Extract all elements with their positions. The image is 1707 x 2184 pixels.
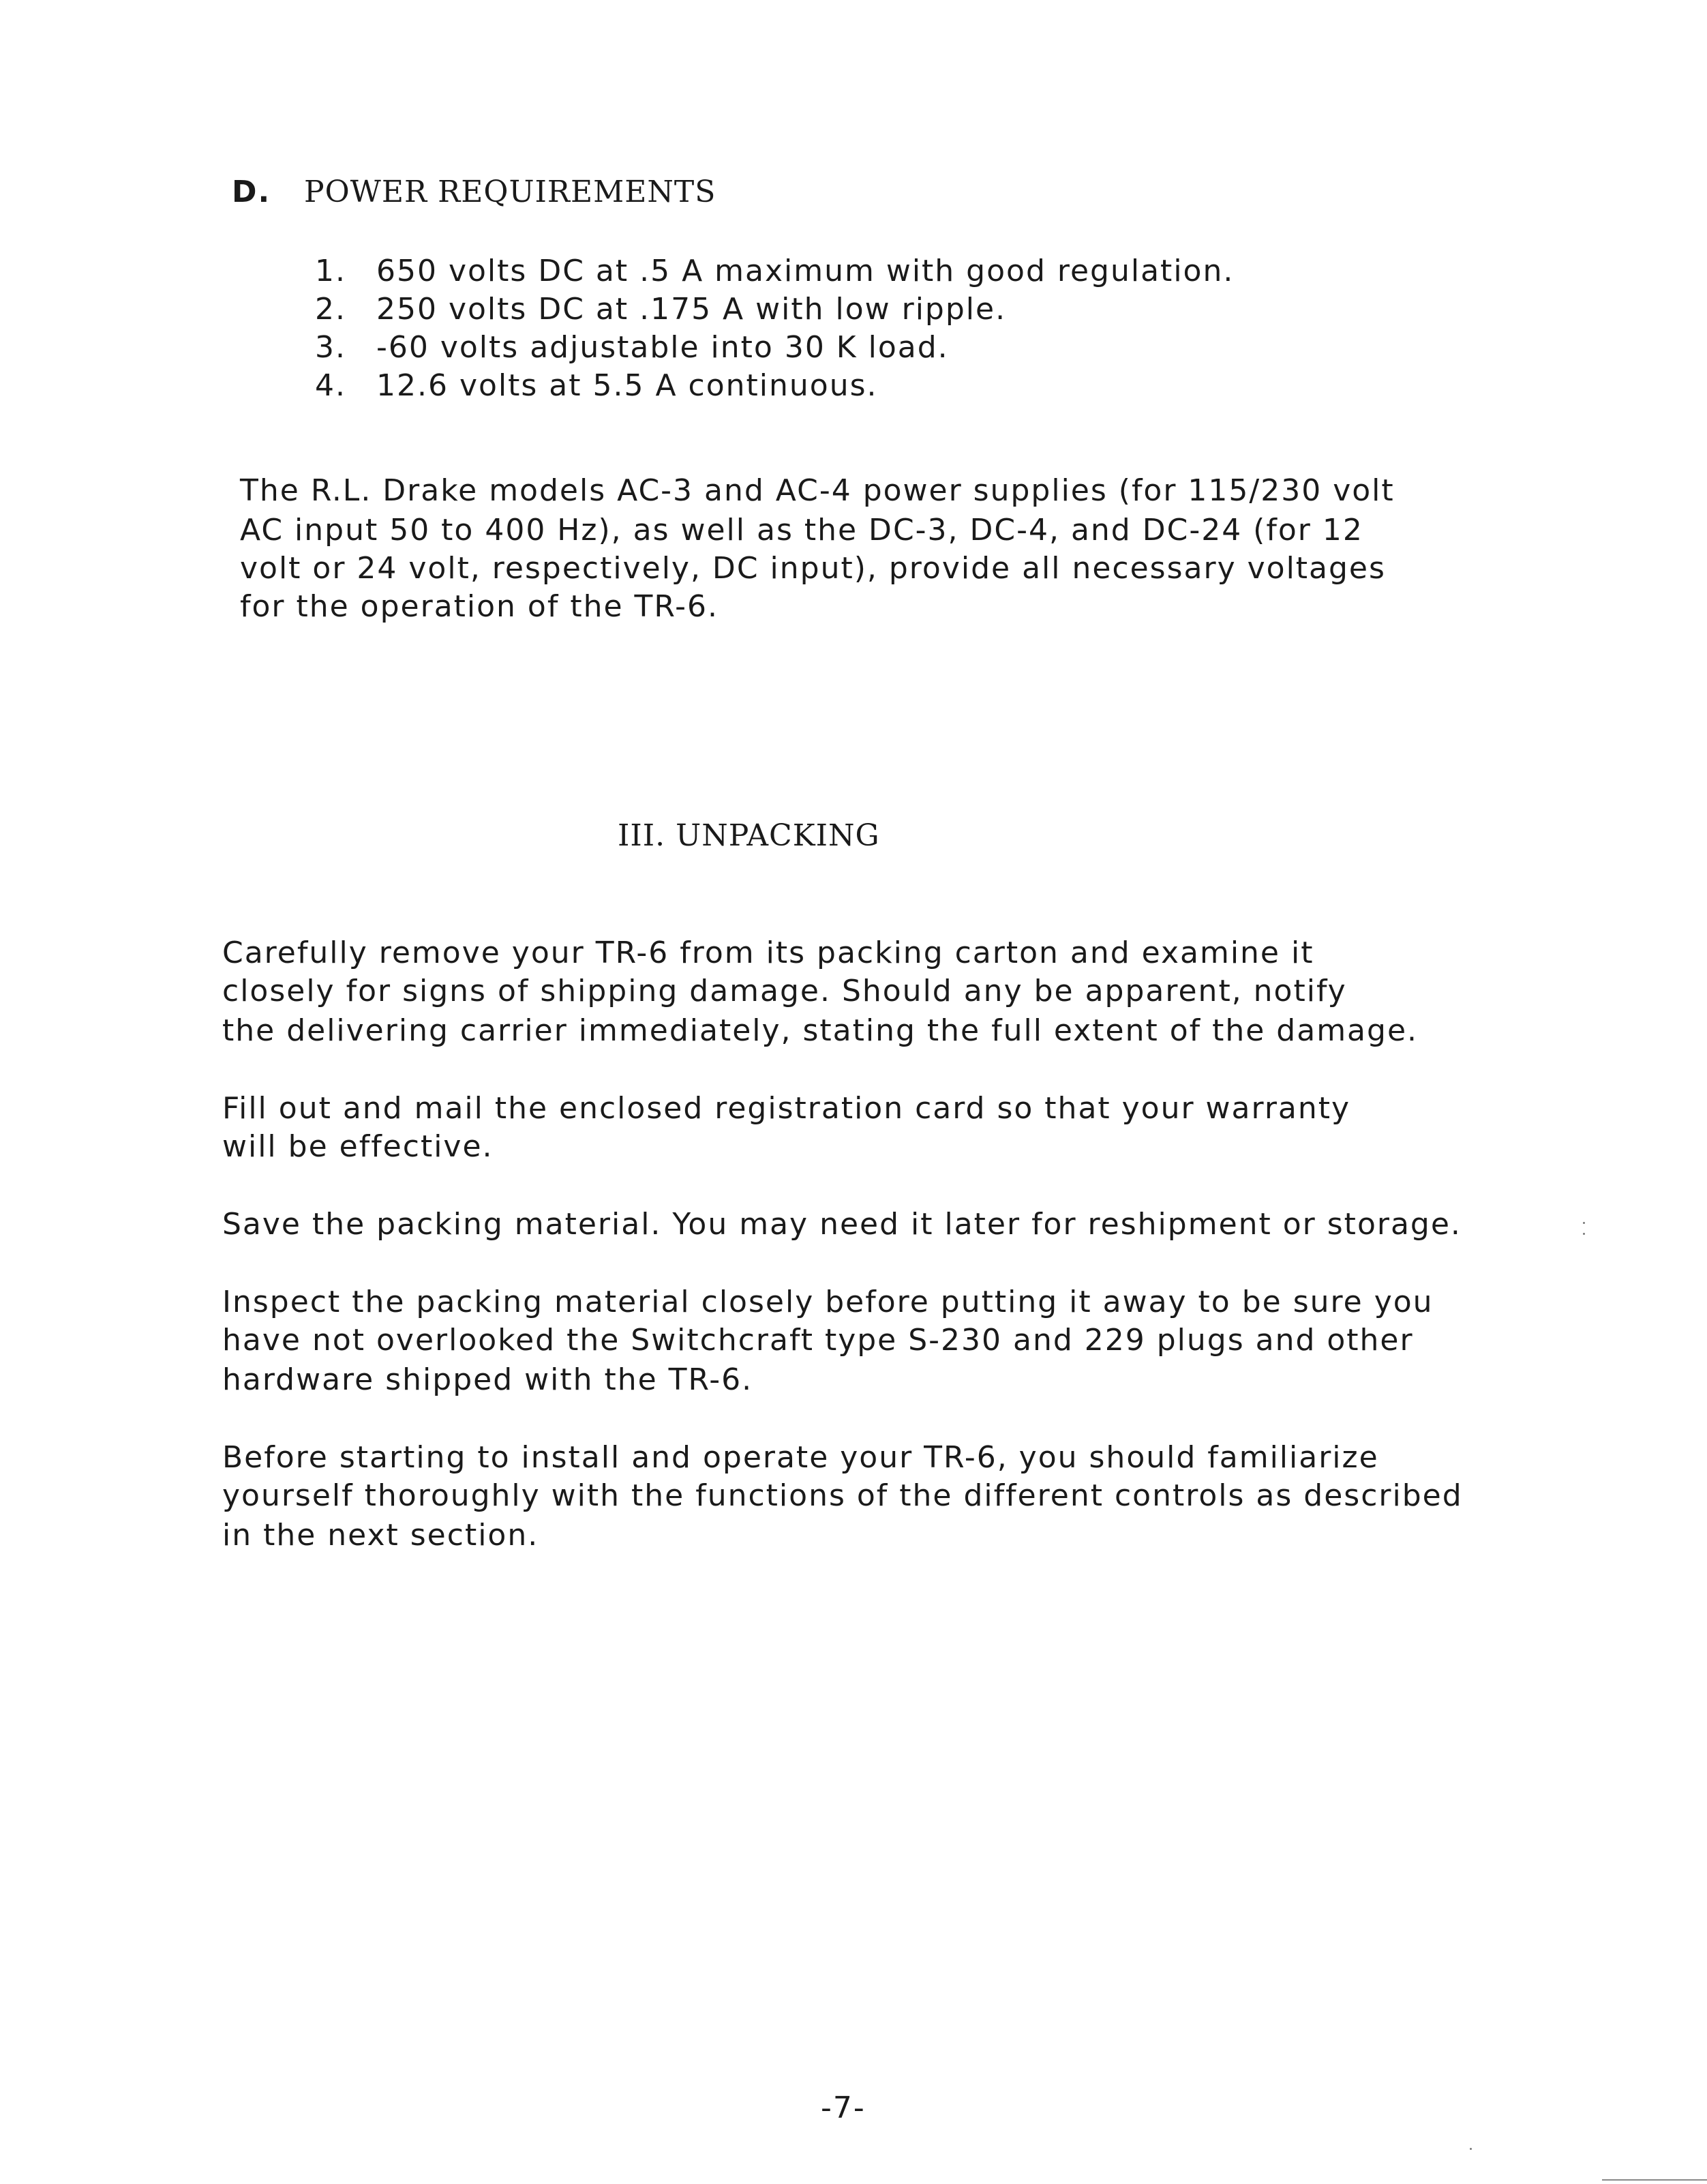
paragraph-line: will be effective. <box>222 1129 494 1164</box>
list-item-number: 2. <box>315 292 346 327</box>
section-d-letter: D. <box>232 175 271 209</box>
list-item-text: 12.6 volts at 5.5 A continuous. <box>376 368 878 403</box>
paragraph-line: Carefully remove your TR-6 from its packing carton and examine it <box>222 936 1314 970</box>
list-item-number: 1. <box>315 254 346 288</box>
list-item-text: 650 volts DC at .5 A maximum with good regulation. <box>376 254 1235 288</box>
scan-edge-line <box>1602 2179 1707 2181</box>
list-item-text: -60 volts adjustable into 30 K load. <box>376 330 949 365</box>
paragraph-line: for the operation of the TR-6. <box>240 589 719 624</box>
paragraph-line: the delivering carrier immediately, stating the full extent of the damage. <box>222 1013 1418 1048</box>
paragraph-line: closely for signs of shipping damage. Should any be apparent, notify <box>222 974 1347 1008</box>
section-d-title: POWER REQUIREMENTS <box>304 175 716 209</box>
section-iii-title: III. UNPACKING <box>618 818 880 853</box>
paragraph-line: have not overlooked the Switchcraft type S-230 and 229 plugs and other <box>222 1323 1414 1358</box>
paragraph-line: AC input 50 to 400 Hz), as well as the DC-3, DC-4, and DC-24 (for 12 <box>240 513 1363 548</box>
paragraph-line: in the next section. <box>222 1518 539 1553</box>
paragraph-line: volt or 24 volt, respectively, DC input), provide all necessary voltages <box>240 551 1386 586</box>
page-number: -7- <box>821 2091 866 2125</box>
paragraph-line: hardware shipped with the TR-6. <box>222 1362 753 1397</box>
list-item-number: 4. <box>315 368 346 403</box>
list-item-number: 3. <box>315 330 346 365</box>
paragraph-line: The R.L. Drake models AC-3 and AC-4 power supplies (for 115/230 volt <box>240 473 1395 508</box>
paragraph-line: Save the packing material. You may need it later for reshipment or storage. <box>222 1207 1462 1242</box>
scan-speck <box>1583 1222 1585 1224</box>
scan-speck <box>1470 2148 1472 2150</box>
list-item-text: 250 volts DC at .175 A with low ripple. <box>376 292 1007 327</box>
paragraph-line: Fill out and mail the enclosed registration card so that your warranty <box>222 1091 1351 1126</box>
paragraph-line: Inspect the packing material closely before putting it away to be sure you <box>222 1285 1434 1319</box>
paragraph-line: yourself thoroughly with the functions of the different controls as described <box>222 1478 1463 1513</box>
scan-speck <box>1583 1233 1585 1235</box>
paragraph-line: Before starting to install and operate your TR-6, you should familiarize <box>222 1440 1379 1475</box>
